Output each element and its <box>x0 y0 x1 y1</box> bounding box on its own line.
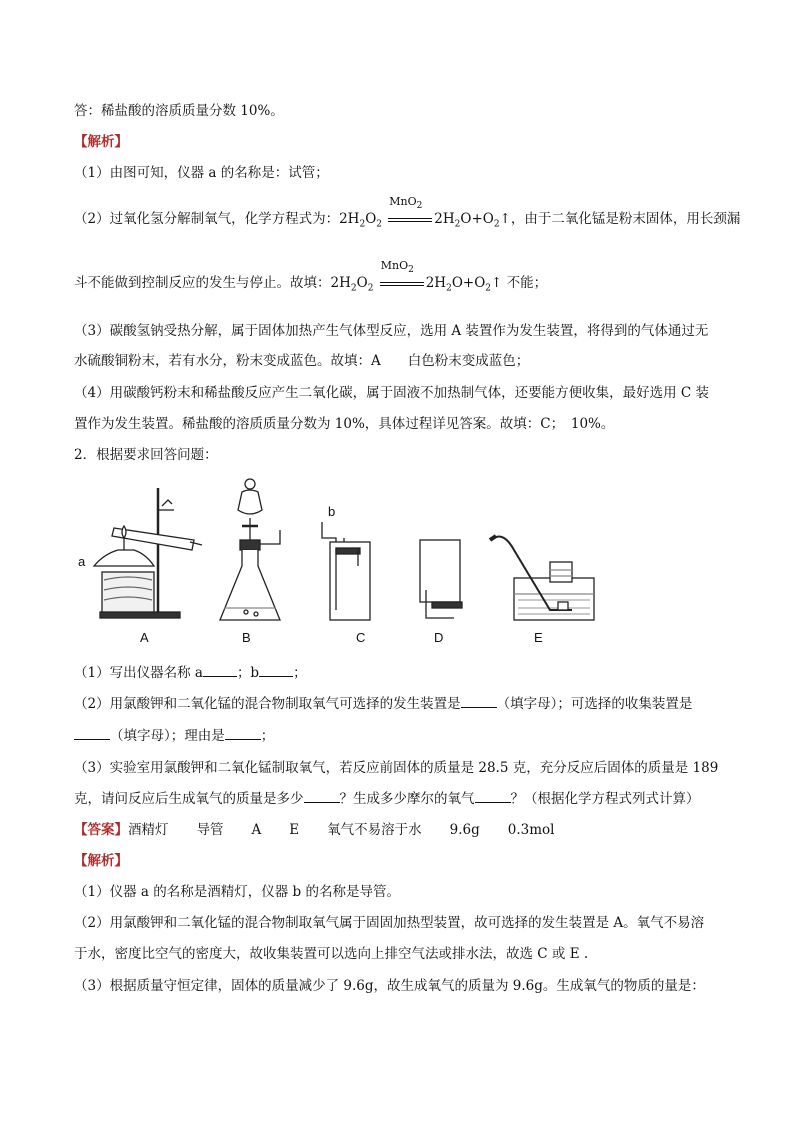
problem2-q3-line1: （3）实验室用氯酸钾和二氧化锰制取氧气，若反应前固体的质量是 28.5 克，充分反应后固体的质量是 189 <box>74 760 719 776</box>
answer-3: A <box>251 822 262 838</box>
analysis-q3-line1: （3）碳酸氢钠受热分解，属于固体加热产生气体型反应，选用 A 装置作为发生装置，将得到的气体通过无 <box>74 323 709 339</box>
label-A: A <box>140 630 149 645</box>
problem2-q3-line2: 克，请问反应后生成氧气的质量是多少 ？生成多少摩尔的氧气 ？（根据化学方程式列式计算） <box>74 791 700 807</box>
answer-tag: 【答案】 <box>74 822 128 838</box>
alcohol-lamp <box>94 550 154 566</box>
problem2-q1: （1）写出仪器名称 a ；b ； <box>74 665 307 681</box>
answer-row <box>74 821 554 839</box>
blank-collector <box>74 727 110 740</box>
answer-line: 答：稀盐酸的溶质质量分数 10%。 <box>74 103 284 119</box>
label-B: B <box>242 630 251 645</box>
label-D: D <box>434 630 444 645</box>
problem2-stem: 2．根据要求回答问题： <box>74 447 218 463</box>
solution-2-line1: （2）用氯酸钾和二氧化锰的混合物制取氧气属于固固加热型装置，故可选择的发生装置是 A。氧气不易溶 <box>74 915 705 931</box>
q2-text-post: ，由于二氧化锰是粉末固体，用长颈漏 <box>510 211 741 227</box>
label-b: b <box>328 504 336 519</box>
stand-base <box>100 612 180 618</box>
analysis-q3-line2: 水硫酸铜粉末，若有水分，粉末变成蓝色。故填：A 白色粉末变成蓝色； <box>74 353 530 369</box>
q2b-text-post: 不能； <box>502 275 548 291</box>
blank-reason <box>225 727 261 740</box>
solution-3: （3）根据质量守恒定律，固体的质量减少了 9.6g，故生成氧气的质量为 9.6g。生成氧气的物质的量是： <box>74 978 705 994</box>
analysis-q4-line2: 置作为发生装置。稀盐酸的溶质质量分数为 10%，具体过程详见答案。故填：C； 10%。 <box>74 416 615 432</box>
blank-oxygen-mass <box>304 790 340 803</box>
blank-oxygen-mol <box>475 790 511 803</box>
analysis-q2-line2: 斗不能做到控制反应的发生与停止。故填：$2H_2O_2$ MnO$_2$ $2H_2O+O_2↑$ 不能； <box>74 259 548 294</box>
problem2-q2-line2: （填字母）；理由是 ； <box>74 727 274 745</box>
blank-b <box>259 664 293 677</box>
blank-a <box>203 664 237 677</box>
reaction-condition: MnO$_2$ <box>386 210 434 228</box>
q2b-text-pre: 斗不能做到控制反应的发生与停止。故填：2H <box>74 275 351 291</box>
analysis-tag-1: 【解析】 <box>74 134 128 150</box>
label-a: a <box>78 554 86 569</box>
answer-7: 0.3mol <box>507 822 555 838</box>
problem2-q2-line1: （2）用氯酸钾和二氧化锰的混合物制取氧气可选择的发生装置是 （填字母）；可选择的收集装置是 <box>74 696 693 712</box>
answer-2: 导管 <box>196 822 224 838</box>
analysis-q1: （1）由图可知，仪器 a 的名称是：试管； <box>74 165 329 181</box>
blank-generator <box>461 695 497 708</box>
label-C: C <box>356 630 366 645</box>
reaction-condition-2: MnO$_2$ <box>378 274 426 292</box>
answer-6: 9.6g <box>449 822 480 838</box>
q2-text-pre: （2）过氧化氢分解制氧气，化学方程式为：2H <box>74 211 360 227</box>
solution-1: （1）仪器 a 的名称是酒精灯，仪器 b 的名称是导管。 <box>74 884 400 900</box>
answer-5: 氧气不易溶于水 <box>327 822 422 838</box>
apparatus-drawing <box>74 470 694 650</box>
answer-1: 酒精灯 <box>128 822 169 838</box>
analysis-q2-line1: （2）过氧化氢分解制氧气，化学方程式为：$2H_2O_2$ MnO$_2$ $2H_2O+O_2↑$，由于二氧化锰是粉末固体，用长颈漏 <box>74 195 741 230</box>
analysis-q4-line1: （4）用碳酸钙粉末和稀盐酸反应产生二氧化碳，属于固液不加热制气体，还要能方便收集，最好选用 C 装 <box>74 385 709 401</box>
analysis-tag-2: 【解析】 <box>74 853 128 869</box>
label-E: E <box>534 630 543 645</box>
lab-apparatus-figure <box>74 470 694 650</box>
solution-2-line2: 于水，密度比空气的密度大，故收集装置可以选向上排空气法或排水法，故选 C 或 E . <box>74 946 589 962</box>
answer-4: E <box>289 822 300 838</box>
